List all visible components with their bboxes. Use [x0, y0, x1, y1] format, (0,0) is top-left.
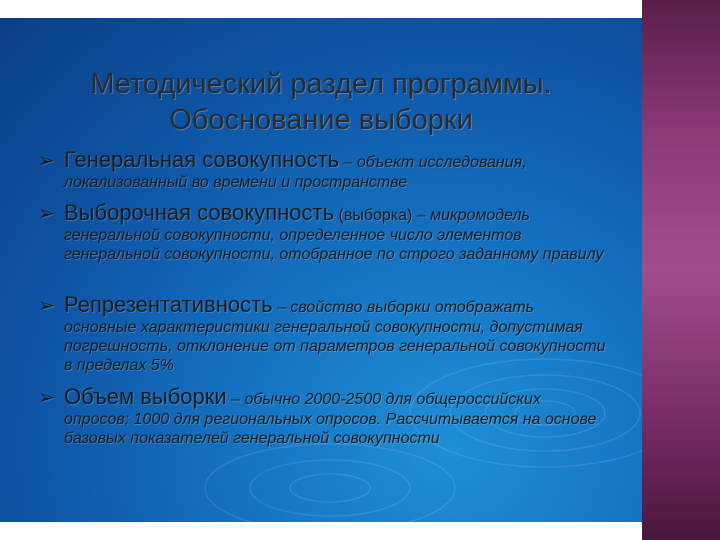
list-item [38, 200, 608, 264]
list-item [38, 292, 608, 375]
item-term: Репрезентативность [64, 292, 273, 317]
title-line-1: Методический раздел программы. [90, 68, 552, 100]
item-term: Объем выборки [64, 384, 227, 409]
item-term: Выборочная совокупность [64, 200, 335, 225]
list-item [38, 384, 608, 448]
title-line-2: Обоснование выборки [169, 104, 473, 136]
arrow-bullet-icon: ➢ [38, 387, 55, 409]
item-desc-first: – обычно 2000-2500 для общероссийских [226, 391, 541, 408]
item-desc-first: – микромодель [412, 207, 530, 224]
item-desc-first: – свойство выборки отображать [272, 299, 535, 316]
slide [0, 18, 642, 522]
item-desc: генеральной совокупности, определенное число элементов генеральной совокупности, отобранное по строго заданному правилу [64, 227, 604, 263]
slide-title [0, 66, 642, 138]
decorative-side-panel [642, 0, 720, 540]
arrow-bullet-icon: ➢ [38, 295, 55, 317]
item-paren: (выборка) [334, 207, 413, 224]
list-item [38, 147, 608, 192]
item-desc: опросов; 1000 для региональных опросов. Рассчитывается на основе базовых показателей генеральной совокупности [64, 411, 597, 447]
item-term: Генеральная совокупность [64, 147, 340, 172]
arrow-bullet-icon: ➢ [38, 150, 55, 172]
item-desc-first: – объект исследования, [339, 154, 527, 171]
item-desc: основные характеристики генеральной совокупности, допустимая погрешность, отклонение от параметров генеральной совокупности в пределах 5% [64, 319, 606, 374]
item-desc: локализованный во времени и пространстве [64, 174, 408, 191]
arrow-bullet-icon: ➢ [38, 203, 55, 225]
